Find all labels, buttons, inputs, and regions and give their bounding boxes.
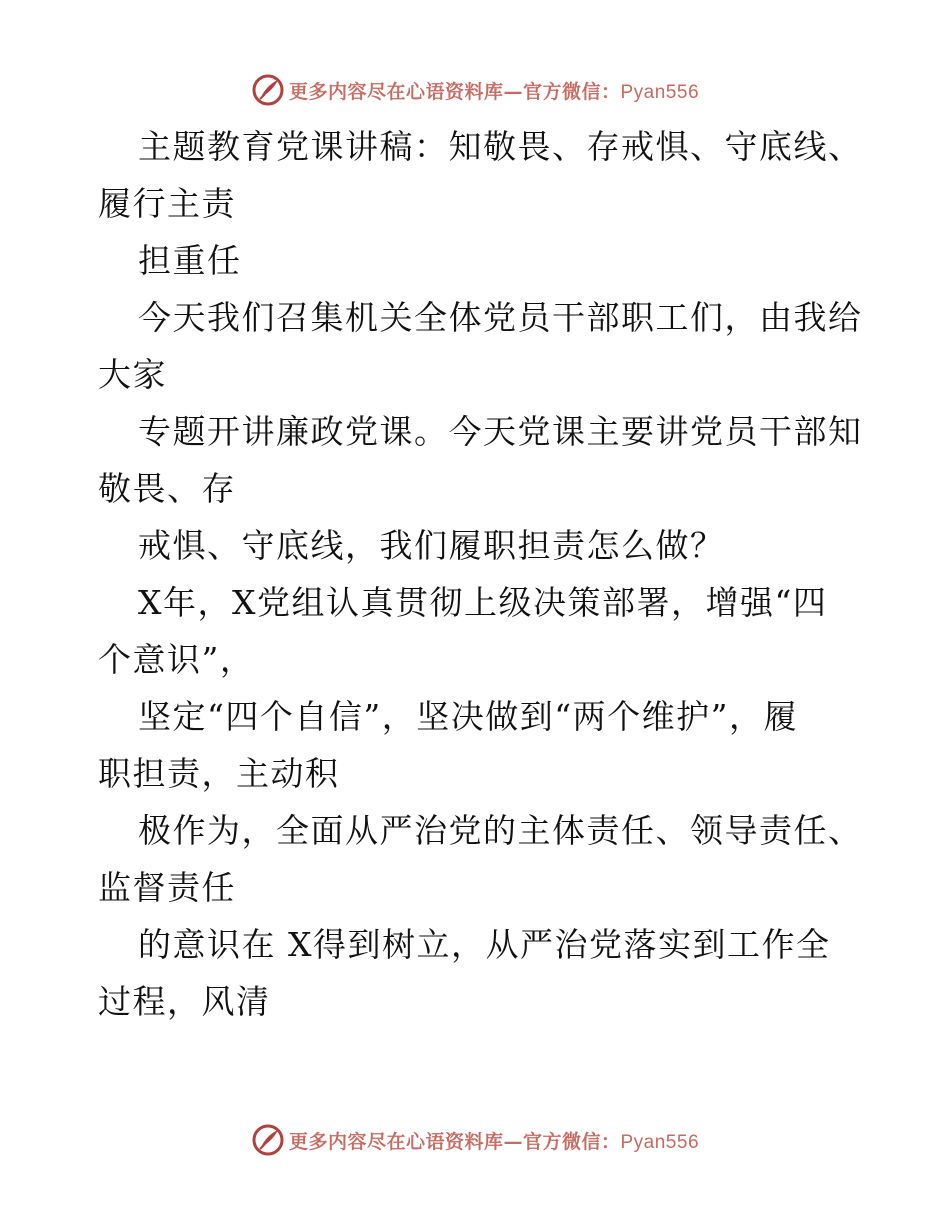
text-line: 大家 — [98, 355, 167, 394]
text-line: 担重任 — [138, 241, 242, 280]
text-line: X年，X党组认真贯彻上级决策部署，增强“四 — [138, 583, 828, 622]
quill-logo-icon — [251, 1123, 285, 1157]
text-line: 的意识在 X得到树立，从严治党落实到工作全 — [138, 925, 831, 964]
text-line: 今天我们召集机关全体党员干部职工们，由我给 — [138, 298, 863, 337]
document-body — [98, 118, 863, 1030]
text-line: 坚定“四个自信”，坚决做到“两个维护”，履 — [138, 697, 798, 736]
text-line: 监督责任 — [98, 868, 236, 907]
watermark-text: 更多内容尽在心语资料库—官方微信： — [288, 80, 621, 103]
text-line: 过程，风清 — [98, 982, 271, 1021]
footer-watermark — [0, 1120, 950, 1160]
quill-logo-icon — [251, 73, 285, 107]
header-watermark — [0, 70, 950, 110]
text-line: 专题开讲廉政党课。今天党课主要讲党员干部知 — [138, 412, 863, 451]
watermark-wechat-id: Pyan556 — [620, 1131, 700, 1153]
watermark-wechat-id: Pyan556 — [620, 81, 700, 103]
text-line: 主题教育党课讲稿：知敬畏、存戒惧、守底线、 — [138, 127, 863, 166]
text-line: 戒惧、守底线，我们履职担责怎么做？ — [138, 526, 725, 565]
text-line: 敬畏、存 — [98, 469, 236, 508]
text-line: 极作为，全面从严治党的主体责任、领导责任、 — [138, 811, 863, 850]
watermark-text: 更多内容尽在心语资料库—官方微信： — [288, 1130, 621, 1153]
text-line: 个意识”， — [98, 640, 255, 679]
text-line: 履行主责 — [98, 184, 236, 223]
text-line: 职担责，主动积 — [98, 754, 340, 793]
